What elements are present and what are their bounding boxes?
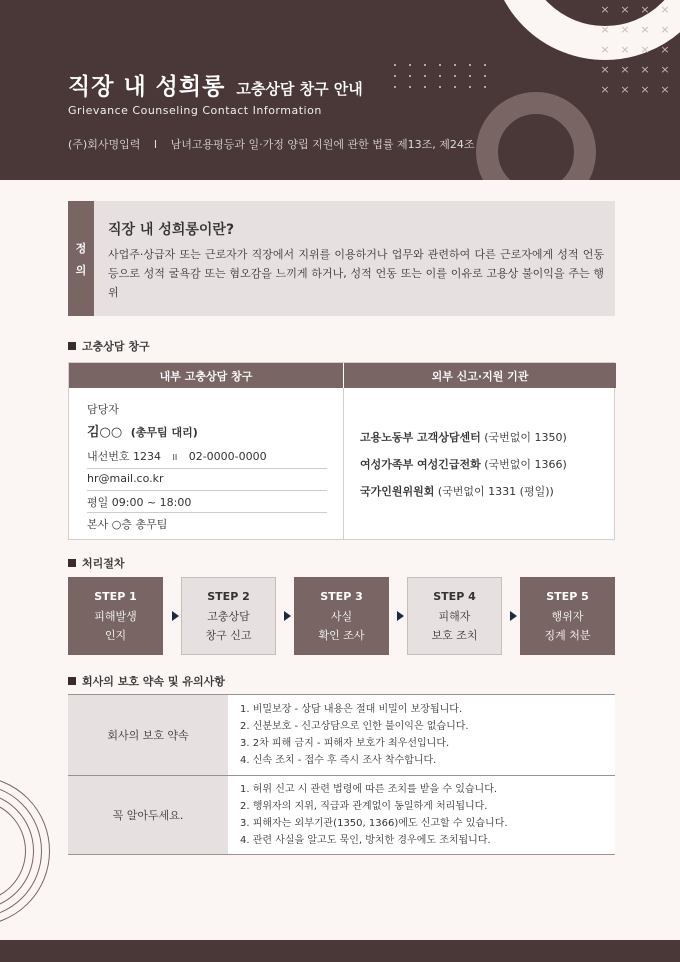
email[interactable]: hr@mail.co.kr	[87, 472, 164, 485]
promise-list	[228, 695, 615, 775]
dot	[439, 86, 441, 88]
list-item: 1. 허위 신고 시 관련 법령에 따른 조치를 받을 수 있습니다.	[240, 784, 498, 795]
dot	[409, 75, 411, 77]
notice-label: 꼭 알아두세요.	[68, 776, 228, 854]
agency-name: 여성가족부 여성긴급전화	[360, 458, 481, 471]
dot	[424, 64, 426, 66]
section-heading-counsel	[68, 338, 150, 354]
square-bullet-icon	[68, 342, 76, 350]
dot	[394, 86, 396, 88]
section-heading-protection	[68, 673, 225, 689]
step-text: 고충상담	[207, 610, 250, 623]
dot	[394, 64, 396, 66]
list-item: 1. 비밀보장 - 상담 내용은 절대 비밀이 보장됩니다.	[240, 704, 463, 715]
dot	[409, 86, 411, 88]
agency-detail: (국번없이 1331 (평일))	[437, 485, 554, 498]
internal-header: 내부 고충상담 창구	[69, 363, 343, 388]
agency-name: 국가인원위원회	[360, 485, 435, 498]
counsel-window-table	[68, 362, 615, 540]
dot	[454, 75, 456, 77]
section-label: 회사의 보호 약속 및 유의사항	[82, 675, 225, 688]
x-mark-icon: ×	[640, 23, 650, 36]
list-item: 3. 피해자는 외부기관(1350, 1366)에도 신고할 수 있습니다.	[240, 818, 508, 829]
list-item: 4. 관련 사실을 알고도 묵인, 방치한 경우에도 조치됩니다.	[240, 835, 491, 846]
x-mark-icon: ×	[600, 83, 610, 96]
dot	[454, 64, 456, 66]
dot	[439, 64, 441, 66]
list-item: 3. 2차 피해 금지 - 피해자 보호가 최우선입니다.	[240, 738, 450, 749]
external-agency-3	[360, 483, 554, 499]
decorative-arcs	[0, 776, 200, 962]
dot	[439, 75, 441, 77]
notice-list	[228, 776, 615, 854]
law-reference: 남녀고용평등과 일·가정 양립 지원에 관한 법률 제13조, 제24조	[170, 138, 475, 151]
dot	[394, 75, 396, 77]
title-main: 직장 내 성희롱	[68, 74, 226, 100]
definition-title: 직장 내 성희롱이란?	[108, 222, 235, 238]
step-number: STEP 2	[207, 590, 250, 603]
step-text: 인지	[104, 629, 127, 642]
dot	[424, 75, 426, 77]
definition-tag	[68, 201, 94, 316]
x-mark-icon: ×	[660, 23, 670, 36]
agency-detail: (국번없이 1366)	[484, 458, 567, 471]
office-location: 본사 ○층 총무팀	[87, 518, 168, 531]
phone-separator: II	[172, 453, 178, 462]
x-mark-icon: ×	[620, 43, 630, 56]
step-5	[520, 577, 615, 655]
person-name: 김○○	[87, 425, 123, 440]
definition-box	[68, 201, 615, 316]
decorative-x-grid	[595, 0, 675, 99]
square-bullet-icon	[68, 677, 76, 685]
dot	[469, 75, 471, 77]
x-mark-icon: ×	[620, 83, 630, 96]
separator: I	[153, 138, 158, 151]
step-number: STEP 3	[320, 590, 363, 603]
arrow-right-icon	[284, 611, 291, 621]
step-text: 징계 처분	[544, 629, 591, 642]
x-mark-icon: ×	[660, 3, 670, 16]
definition-text: 사업주·상급자 또는 근로자가 직장에서 지위를 이용하거나 업무와 관련하여 다른 근로자에게 성적 언동 등으로 성적 굴욕감 또는 혐오감을 느끼게 하거나, 성적 언동 또는 이를 이유로 고용상 불이익을 주는 행위	[108, 248, 604, 299]
header-banner	[0, 0, 680, 180]
step-text: 피해발생	[94, 610, 137, 623]
step-text: 피해자	[438, 610, 471, 623]
row-divider	[87, 512, 327, 513]
subtitle-en: Grievance Counseling Contact Information	[68, 104, 322, 117]
external-header: 외부 신고·지원 기관	[344, 363, 616, 388]
extension: 내선번호 1234	[87, 450, 161, 463]
external-agency-1	[360, 429, 567, 445]
arrow-right-icon	[172, 611, 179, 621]
x-mark-icon: ×	[640, 63, 650, 76]
phone-line	[87, 448, 267, 464]
x-mark-icon: ×	[600, 43, 610, 56]
step-4	[407, 577, 502, 655]
dot	[469, 86, 471, 88]
x-mark-icon: ×	[620, 23, 630, 36]
promise-label: 회사의 보호 약속	[68, 695, 228, 775]
x-mark-icon: ×	[600, 23, 610, 36]
decorative-dots	[394, 64, 499, 88]
divider	[343, 388, 344, 540]
step-number: STEP 4	[433, 590, 476, 603]
person-label: 담당자	[87, 403, 119, 416]
step-number: STEP 5	[546, 590, 589, 603]
row-divider	[87, 468, 327, 469]
phone-number: 02-0000-0000	[188, 450, 267, 463]
step-text: 확인 조사	[318, 629, 365, 642]
row-divider	[87, 490, 327, 491]
list-item: 4. 신속 조치 - 접수 후 즉시 조사 착수합니다.	[240, 755, 437, 766]
x-mark-icon: ×	[620, 63, 630, 76]
list-item: 2. 신분보호 - 신고상담으로 인한 불이익은 없습니다.	[240, 721, 469, 732]
list-item: 2. 행위자의 지위, 직급과 관계없이 동일하게 처리됩니다.	[240, 801, 488, 812]
law-line	[68, 136, 474, 152]
section-heading-procedure	[68, 555, 125, 571]
x-mark-icon: ×	[660, 43, 670, 56]
procedure-steps	[68, 577, 615, 655]
step-text: 창구 신고	[205, 629, 252, 642]
dot	[409, 64, 411, 66]
square-bullet-icon	[68, 559, 76, 567]
page-title	[68, 68, 363, 101]
step-number: STEP 1	[94, 590, 137, 603]
step-1	[68, 577, 163, 655]
dot	[484, 86, 486, 88]
decorative-ring-small	[476, 92, 596, 180]
x-mark-icon: ×	[600, 63, 610, 76]
x-mark-icon: ×	[640, 83, 650, 96]
x-mark-icon: ×	[660, 83, 670, 96]
x-mark-icon: ×	[660, 63, 670, 76]
title-sub: 고충상담 창구 안내	[236, 80, 363, 98]
step-text: 사실	[330, 610, 353, 623]
agency-detail: (국번없이 1350)	[484, 431, 567, 444]
x-mark-icon: ×	[600, 3, 610, 16]
tag-char-2: 의	[75, 263, 87, 277]
dot	[454, 86, 456, 88]
footer-bar	[0, 940, 680, 962]
agency-name: 고용노동부 고객상담센터	[360, 431, 481, 444]
company-name: (주)회사명입력	[68, 138, 141, 151]
dot	[424, 86, 426, 88]
x-mark-icon: ×	[620, 3, 630, 16]
step-text: 보호 조치	[431, 629, 478, 642]
section-label: 고충상담 창구	[82, 340, 150, 353]
person-name-line	[87, 421, 198, 440]
dot	[484, 64, 486, 66]
office-hours: 평일 09:00 ~ 18:00	[87, 496, 192, 509]
step-text: 행위자	[551, 610, 584, 623]
dot	[484, 75, 486, 77]
section-label: 처리절차	[82, 557, 125, 570]
step-2	[181, 577, 276, 655]
arrow-right-icon	[397, 611, 404, 621]
dot	[469, 64, 471, 66]
x-mark-icon: ×	[640, 43, 650, 56]
step-3	[294, 577, 389, 655]
tag-char-1: 정	[75, 241, 87, 255]
x-mark-icon: ×	[640, 3, 650, 16]
external-agency-2	[360, 456, 567, 472]
person-role: (총무팀 대리)	[130, 426, 198, 439]
arrow-right-icon	[510, 611, 517, 621]
